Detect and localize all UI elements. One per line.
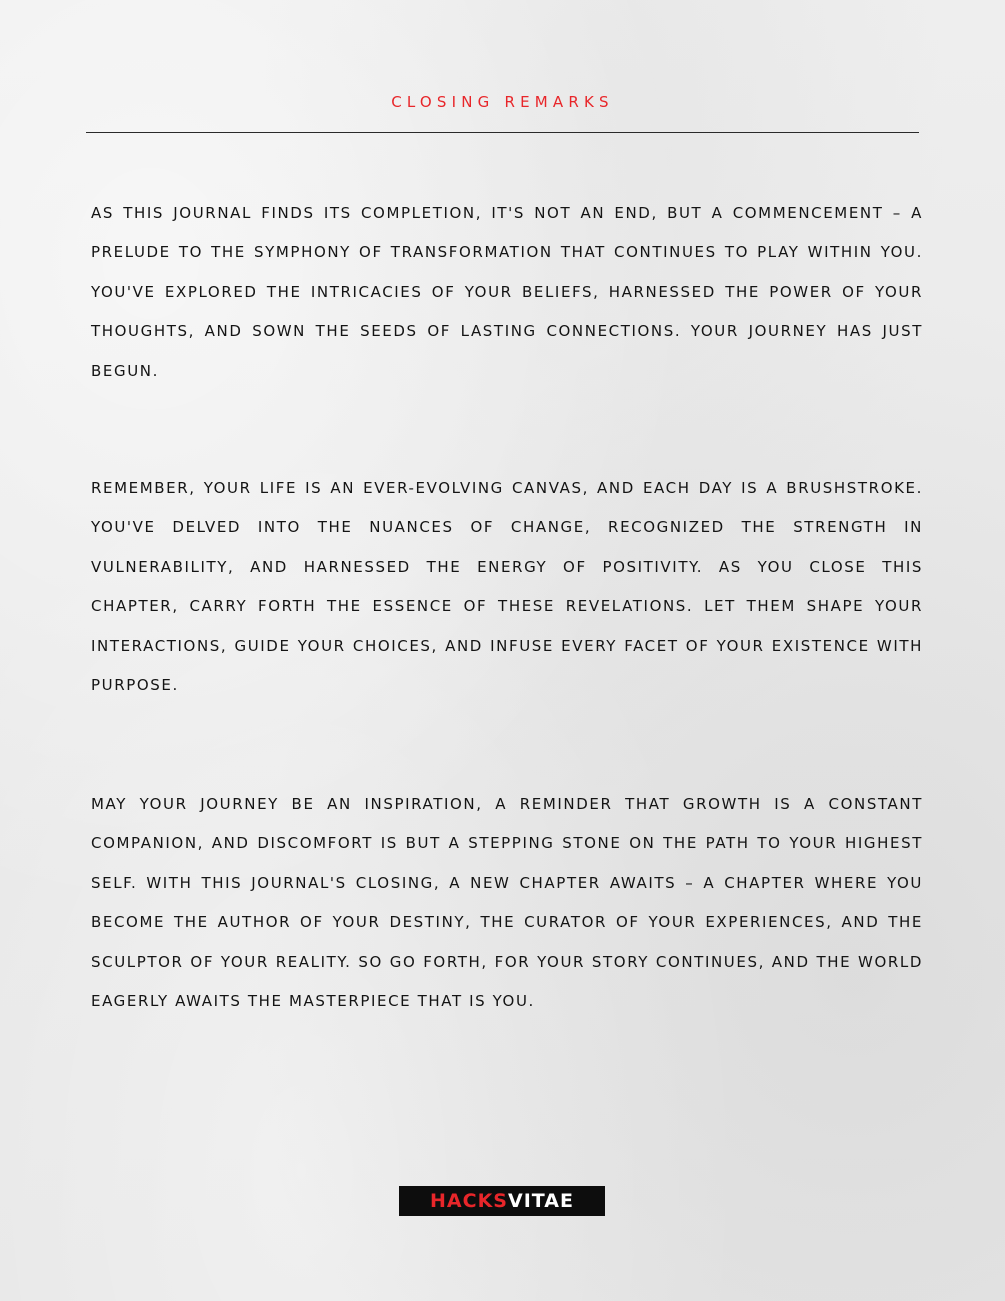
paragraph-2: REMEMBER, YOUR LIFE IS AN EVER-EVOLVING CANVAS, AND EACH DAY IS A BRUSHSTROKE. YOU'VE DELVED INTO THE NUANCES OF CHANGE, RECOGNIZED THE STRENGTH IN VULNERABILITY, AND HARNESSED THE ENERGY OF POSITIVITY. AS YOU CLOSE THIS CHAPTER, CARRY FORTH THE ESSENCE OF THESE REVELATIONS. LET THEM SHAPE YOUR INTERACTIONS, GUIDE YOUR CHOICES, AND INFUSE EVERY FACET OF YOUR EXISTENCE WITH PURPOSE.: [91, 479, 923, 695]
page-title: CLOSING REMARKS: [391, 93, 614, 111]
logo-text-hacks: HACKS: [430, 1190, 508, 1212]
paragraph-1: AS THIS JOURNAL FINDS ITS COMPLETION, IT'S NOT AN END, BUT A COMMENCEMENT – A PRELUDE TO THE SYMPHONY OF TRANSFORMATION THAT CONTINUES TO PLAY WITHIN YOU. YOU'VE EXPLORED THE INTRICACIES OF YOUR BELIEFS, HARNESSED THE POWER OF YOUR THOUGHTS, AND SOWN THE SEEDS OF LASTING CONNECTIONS. YOUR JOURNEY HAS JUST BEGUN.: [91, 204, 923, 380]
paragraph-3: MAY YOUR JOURNEY BE AN INSPIRATION, A REMINDER THAT GROWTH IS A CONSTANT COMPANION, AND DISCOMFORT IS BUT A STEPPING STONE ON THE PATH TO YOUR HIGHEST SELF. WITH THIS JOURNAL'S CLOSING, A NEW CHAPTER AWAITS – A CHAPTER WHERE YOU BECOME THE AUTHOR OF YOUR DESTINY, THE CURATOR OF YOUR EXPERIENCES, AND THE SCULPTOR OF YOUR REALITY. SO GO FORTH, FOR YOUR STORY CONTINUES, AND THE WORLD EAGERLY AWAITS THE MASTERPIECE THAT IS YOU.: [91, 795, 923, 1011]
title-divider: [86, 132, 919, 133]
logo-text-vitae: VITAE: [508, 1190, 574, 1212]
brand-logo: [399, 1186, 605, 1216]
